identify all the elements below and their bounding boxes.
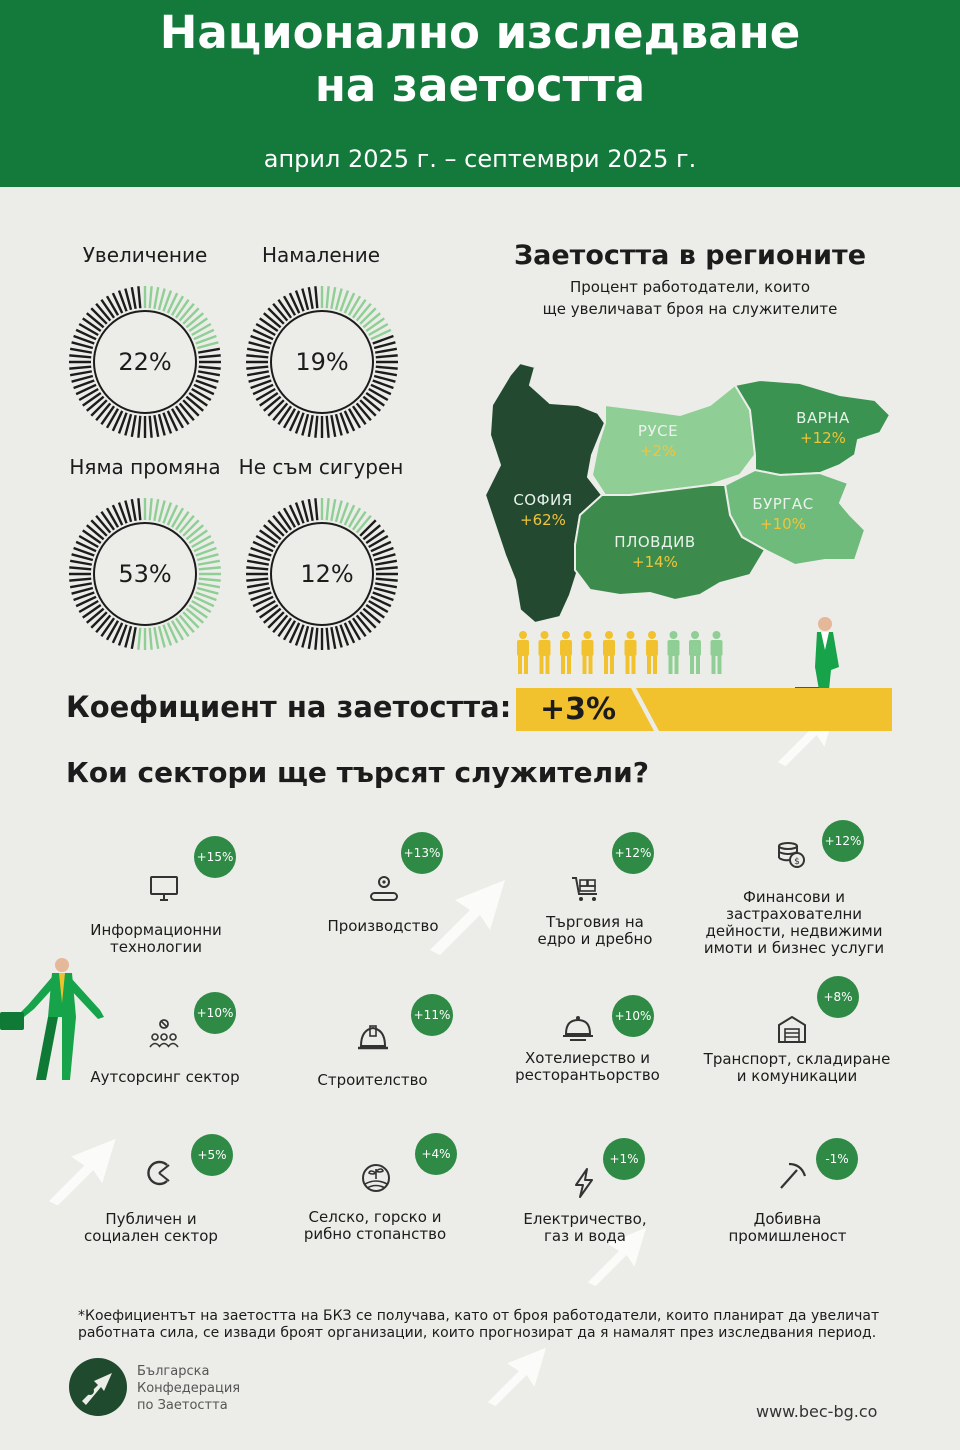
sector-badge: +10% [194, 992, 236, 1034]
sector-label [318, 918, 448, 934]
sector-label-line-1: Строителство [317, 1071, 428, 1089]
map-name-plovdiv: ПЛОВДИВ [614, 533, 696, 551]
plant-icon [360, 1161, 392, 1193]
sector-badge: +12% [822, 820, 864, 862]
bec-logo-text [137, 1363, 240, 1414]
sector-badge: +15% [194, 836, 236, 878]
map-name-ruse: РУСЕ [637, 422, 679, 440]
person-icon [539, 631, 551, 674]
map-name-sofia: СОФИЯ [513, 491, 573, 509]
warehouse-icon [776, 1013, 808, 1045]
sector-label-line-1: Добивна [753, 1210, 822, 1228]
person-icon [689, 631, 701, 674]
outsourcing-icon [148, 1017, 180, 1049]
sector-label-line-2: рибно стопанство [303, 1225, 447, 1243]
sector-label-line-2: социален сектор [84, 1227, 218, 1245]
logo-line-3: по Заетостта [137, 1398, 228, 1413]
sector-label-line-3: дейности, недвижими [705, 922, 883, 940]
sector-label [300, 1072, 445, 1088]
sector-badge: +8% [817, 976, 859, 1018]
footnote-line-2: работната сила, се извади броят организации, които прогнозират да я намалят през изследвания период. [78, 1325, 877, 1341]
donut-value-increase: 22% [118, 348, 172, 376]
map-label-varna [763, 408, 883, 448]
map-value-sofia: +62% [520, 511, 566, 529]
footnote-line-1: *Коефициентът на заетостта на БКЗ се получава, като от броя работодатели, които планират да увеличат [78, 1308, 880, 1324]
person-icon [517, 631, 529, 674]
map-value-varna: +12% [800, 429, 846, 447]
svg-text:$: $ [794, 857, 800, 867]
footnote [78, 1308, 918, 1342]
sector-badge: +11% [411, 994, 453, 1036]
sector-label [710, 1211, 865, 1244]
bg-arrow-decor [40, 1130, 120, 1210]
businessman-walking-illustration [0, 955, 110, 1085]
sector-label-line-2: технологии [110, 938, 202, 956]
map-value-ruse: +2% [639, 442, 677, 460]
sector-label-line-1: Публичен и [105, 1210, 197, 1228]
title-line-2: на заетостта [314, 59, 646, 112]
person-icon [582, 631, 594, 674]
sector-label [700, 1051, 894, 1084]
main-title [0, 6, 960, 112]
regions-title: Заетостта в регионите [513, 240, 867, 271]
bec-logo-icon [68, 1357, 128, 1417]
sector-badge: +12% [612, 832, 654, 874]
logo-line-1: Българска [137, 1364, 210, 1379]
person-icon [625, 631, 637, 674]
sector-label [700, 889, 888, 956]
person-icon [646, 631, 658, 674]
coefficient-label: Коефициент на заетостта: [66, 690, 512, 724]
person-icon [668, 631, 680, 674]
pickaxe-icon [775, 1160, 807, 1192]
sector-label [300, 1209, 450, 1242]
header-banner [0, 0, 960, 187]
sector-label-line-2: и комуникации [736, 1067, 858, 1085]
bg-arrow-decor [480, 1340, 550, 1410]
cloche-icon [562, 1012, 594, 1044]
map-label-plovdiv [595, 532, 715, 572]
sector-label-line-2: ресторантьорство [515, 1066, 660, 1084]
monitor-icon [148, 872, 180, 904]
sector-label [515, 1211, 655, 1244]
donut-label-decrease: Намаление [261, 243, 381, 267]
map-label-ruse [598, 421, 718, 461]
regions-subtitle-line-1: Процент работодатели, които [569, 278, 811, 296]
sector-label-line-1: Електричество, [523, 1210, 647, 1228]
person-icon [603, 631, 615, 674]
helmet-icon [357, 1022, 389, 1054]
website-link[interactable]: www.bec-bg.co [756, 1402, 878, 1421]
sector-label-line-2: застрахователни [725, 905, 863, 923]
donut-label-no-change: Няма промяна [69, 455, 221, 479]
donut-label-not-sure: Не съм сигурен [238, 455, 404, 479]
gear-conveyor-icon [368, 872, 400, 904]
map-label-burgas [723, 494, 843, 534]
sectors-title: Кои сектори ще търсят служители? [66, 756, 649, 789]
sector-badge: +5% [191, 1134, 233, 1176]
person-icon [711, 631, 723, 674]
sector-label-line-1: Хотелиерство и [524, 1049, 651, 1067]
bg-arrow-decor [420, 870, 510, 960]
coins-icon [775, 838, 807, 870]
sector-label [68, 922, 244, 955]
map-name-varna: ВАРНА [796, 409, 850, 427]
sector-badge: +1% [603, 1138, 645, 1180]
sector-label-line-1: Информационни [90, 921, 222, 939]
regions-subtitle [490, 276, 890, 320]
lightning-icon [568, 1167, 600, 1199]
sector-label-line-2: газ и вода [544, 1227, 626, 1245]
sector-label [505, 1050, 670, 1083]
sector-badge: -1% [816, 1138, 858, 1180]
map-name-burgas: БУРГАС [752, 495, 814, 513]
people-row-icons [513, 630, 733, 676]
sector-label [70, 1211, 232, 1244]
shopping-cart-icon [570, 872, 602, 904]
sector-label-line-2: едро и дребно [537, 930, 653, 948]
sector-label-line-1: Търговия на [546, 913, 644, 931]
sector-label-line-1: Аутсорсинг сектор [90, 1068, 240, 1086]
sector-label-line-1: Финансови и [743, 888, 845, 906]
sector-label [70, 1069, 260, 1085]
map-label-sofia [483, 490, 603, 530]
public-sector-icon [143, 1157, 175, 1189]
regions-subtitle-line-2: ще увеличават броя на служителите [542, 300, 838, 318]
person-icon [560, 631, 572, 674]
map-value-burgas: +10% [760, 515, 806, 533]
sector-label-line-1: Транспорт, складиране [703, 1050, 891, 1068]
sector-label [520, 914, 670, 947]
sector-label-line-1: Селско, горско и [308, 1208, 442, 1226]
sector-label-line-4: имоти и бизнес услуги [703, 939, 885, 957]
logo-line-2: Конфедерация [137, 1381, 241, 1396]
donut-label-increase: Увеличение [82, 243, 208, 267]
title-line-1: Национално изследване [159, 6, 801, 59]
donut-value-decrease: 19% [295, 348, 349, 376]
sector-badge: +10% [612, 995, 654, 1037]
donut-value-no-change: 53% [118, 560, 172, 588]
sector-badge: +4% [415, 1133, 457, 1175]
period-subtitle: април 2025 г. – септември 2025 г. [263, 145, 697, 173]
donut-value-not-sure: 12% [300, 560, 354, 588]
sector-badge: +13% [401, 832, 443, 874]
sector-label-line-2: промишленост [728, 1227, 847, 1245]
map-value-plovdiv: +14% [632, 553, 678, 571]
sector-label-line-1: Производство [327, 917, 439, 935]
coefficient-value: +3% [540, 692, 617, 727]
